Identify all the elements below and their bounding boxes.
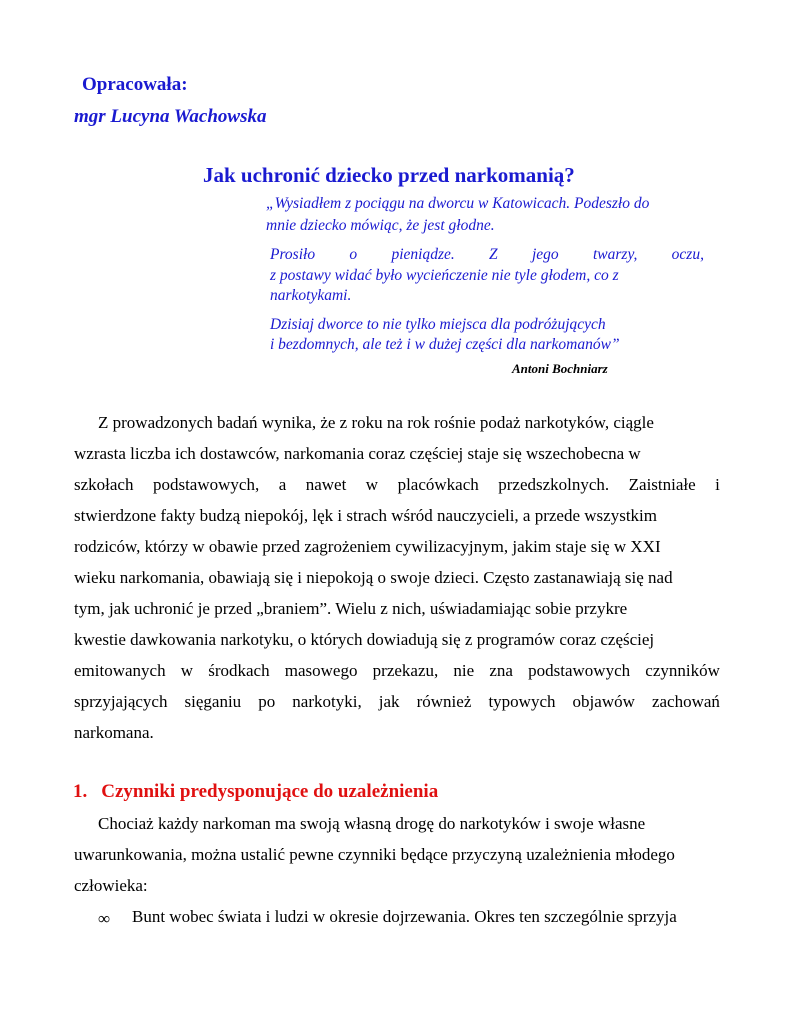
paragraph-line: stwierdzone fakty budzą niepokój, lęk i strach wśród nauczycieli, a przede wszystkim xyxy=(74,506,657,525)
paragraph-word: przekazu, xyxy=(372,661,439,680)
paragraph-word: zna xyxy=(489,661,513,680)
paragraph-word: nawet xyxy=(305,475,347,494)
paragraph-line: wieku narkomania, obawiają się i niepokoją o swoje dzieci. Często zastanawiają się nad xyxy=(74,568,673,587)
paragraph-line xyxy=(74,475,720,495)
paragraph-line: tym, jak uchronić je przed „braniem”. Wielu z nich, uświadamiając sobie przykre xyxy=(74,599,628,618)
paragraph-word: sprzyjających xyxy=(74,692,168,711)
paragraph-word: czynników xyxy=(645,661,720,680)
document-title: Jak uchronić dziecko przed narkomanią? xyxy=(203,163,575,187)
paragraph-word: w xyxy=(365,475,379,494)
paragraph-line: Z prowadzonych badań wynika, że z roku na rok rośnie podaż narkotyków, ciągle xyxy=(98,413,654,432)
paragraph-word: masowego xyxy=(284,661,358,680)
quote-line: i bezdomnych, ale też i w dużej części dla narkomanów” xyxy=(270,336,620,353)
paragraph-word: w xyxy=(180,661,194,680)
paragraph-word: również xyxy=(416,692,472,711)
paragraph-word: środkach xyxy=(208,661,270,680)
quote-word: Prosiło xyxy=(270,246,316,263)
quote-line xyxy=(270,246,704,264)
paragraph-line: wzrasta liczba ich dostawców, narkomania coraz częściej staje się wszechobecna w xyxy=(74,444,641,463)
paragraph-word: przedszkolnych. xyxy=(498,475,610,494)
paragraph-word: Zaistniałe xyxy=(628,475,696,494)
paragraph-line: Chociaż każdy narkoman ma swoją własną drogę do narkotyków i swoje własne xyxy=(98,814,646,833)
quote-word: oczu, xyxy=(671,246,704,263)
paragraph-line: uwarunkowania, można ustalić pewne czynniki będące przyczyną uzależnienia młodego xyxy=(74,845,675,864)
section-title: Czynniki predysponujące do uzależnienia xyxy=(101,781,439,802)
paragraph-word: szkołach xyxy=(74,475,134,494)
paragraph-word: typowych xyxy=(488,692,556,711)
paragraph-word: sięganiu xyxy=(184,692,242,711)
section-heading xyxy=(73,781,438,803)
quote-line: z postawy widać było wycieńczenie nie tyle głodem, co z xyxy=(270,267,619,284)
paragraph-word: po xyxy=(258,692,276,711)
paragraph-line: człowieka: xyxy=(74,876,148,895)
paragraph-word: jak xyxy=(378,692,400,711)
paragraph-word: placówkach xyxy=(397,475,479,494)
paragraph-word: zachowań xyxy=(651,692,720,711)
author-name: mgr Lucyna Wachowska xyxy=(74,106,267,127)
paragraph-word: i xyxy=(715,475,720,494)
paragraph-word: objawów xyxy=(572,692,635,711)
quote-word: pieniądze. xyxy=(391,246,455,263)
paragraph-word: podstawowych, xyxy=(152,475,260,494)
quote-word: Z xyxy=(489,246,498,263)
paragraph-word: emitowanych xyxy=(74,661,166,680)
section-number: 1. xyxy=(73,781,88,802)
bullet-symbol: ∞ xyxy=(98,909,111,928)
quote-line: mnie dziecko mówiąc, że jest głodne. xyxy=(266,217,495,234)
paragraph-line xyxy=(74,661,720,681)
paragraph-word: nie xyxy=(453,661,475,680)
quote-line: „Wysiadłem z pociągu na dworcu w Katowicach. Podeszło do xyxy=(266,195,650,212)
paragraph-line: narkomana. xyxy=(74,723,154,742)
paragraph-word: narkotyki, xyxy=(292,692,362,711)
quote-word: jego xyxy=(531,246,559,263)
bullet-text: Bunt wobec świata i ludzi w okresie dojrzewania. Okres ten szczególnie sprzyja xyxy=(132,907,677,926)
quote-line: narkotykami. xyxy=(270,287,352,304)
paragraph-word: a xyxy=(278,475,287,494)
quote-line: Dzisiaj dworce to nie tylko miejsca dla podróżujących xyxy=(270,316,606,333)
author-label: Opracowała: xyxy=(82,74,188,95)
quote-author: Antoni Bochniarz xyxy=(512,361,608,376)
paragraph-line: kwestie dawkowania narkotyku, o których dowiadują się z programów coraz częściej xyxy=(74,630,655,649)
quote-word: twarzy, xyxy=(592,246,638,263)
quote-word: o xyxy=(349,246,358,263)
paragraph-line xyxy=(74,692,720,712)
paragraph-word: podstawowych xyxy=(528,661,631,680)
paragraph-line: rodziców, którzy w obawie przed zagrożeniem cywilizacyjnym, jakim staje się w XXI xyxy=(74,537,661,556)
